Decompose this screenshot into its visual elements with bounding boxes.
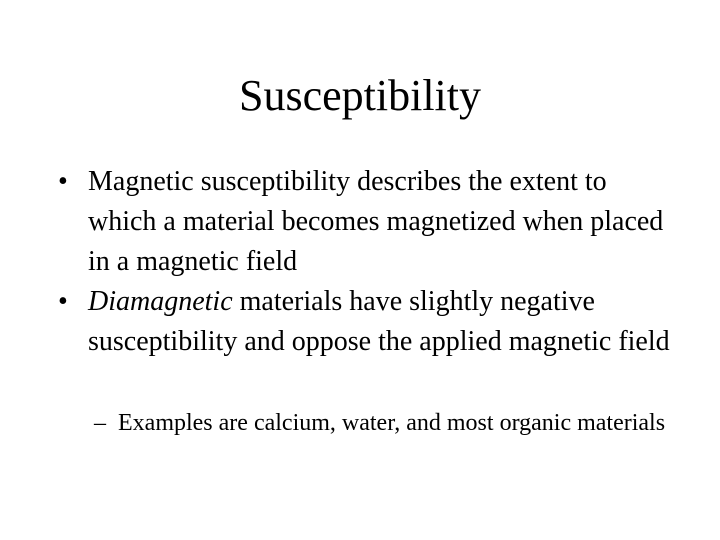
bullet-text (88, 282, 678, 362)
bullet-item (58, 162, 678, 282)
emphasized-term: Diamagnetic (88, 286, 233, 317)
slide-title: Susceptibility (239, 71, 481, 120)
sub-bullet-marker: – (94, 410, 106, 436)
bullet-text: Magnetic susceptibility describes the extent to which a material becomes magnetized when placed in a magnetic field (88, 166, 664, 277)
bullet-marker: • (58, 286, 68, 317)
sub-bullet-text: Examples are calcium, water, and most organic materials (118, 410, 666, 436)
sub-bullet-item (94, 406, 674, 440)
bullet-marker: • (58, 166, 68, 197)
bullet-text-rest: materials have slightly negative susceptibility and oppose the applied magnetic field (88, 286, 670, 357)
bullet-item (58, 282, 678, 362)
